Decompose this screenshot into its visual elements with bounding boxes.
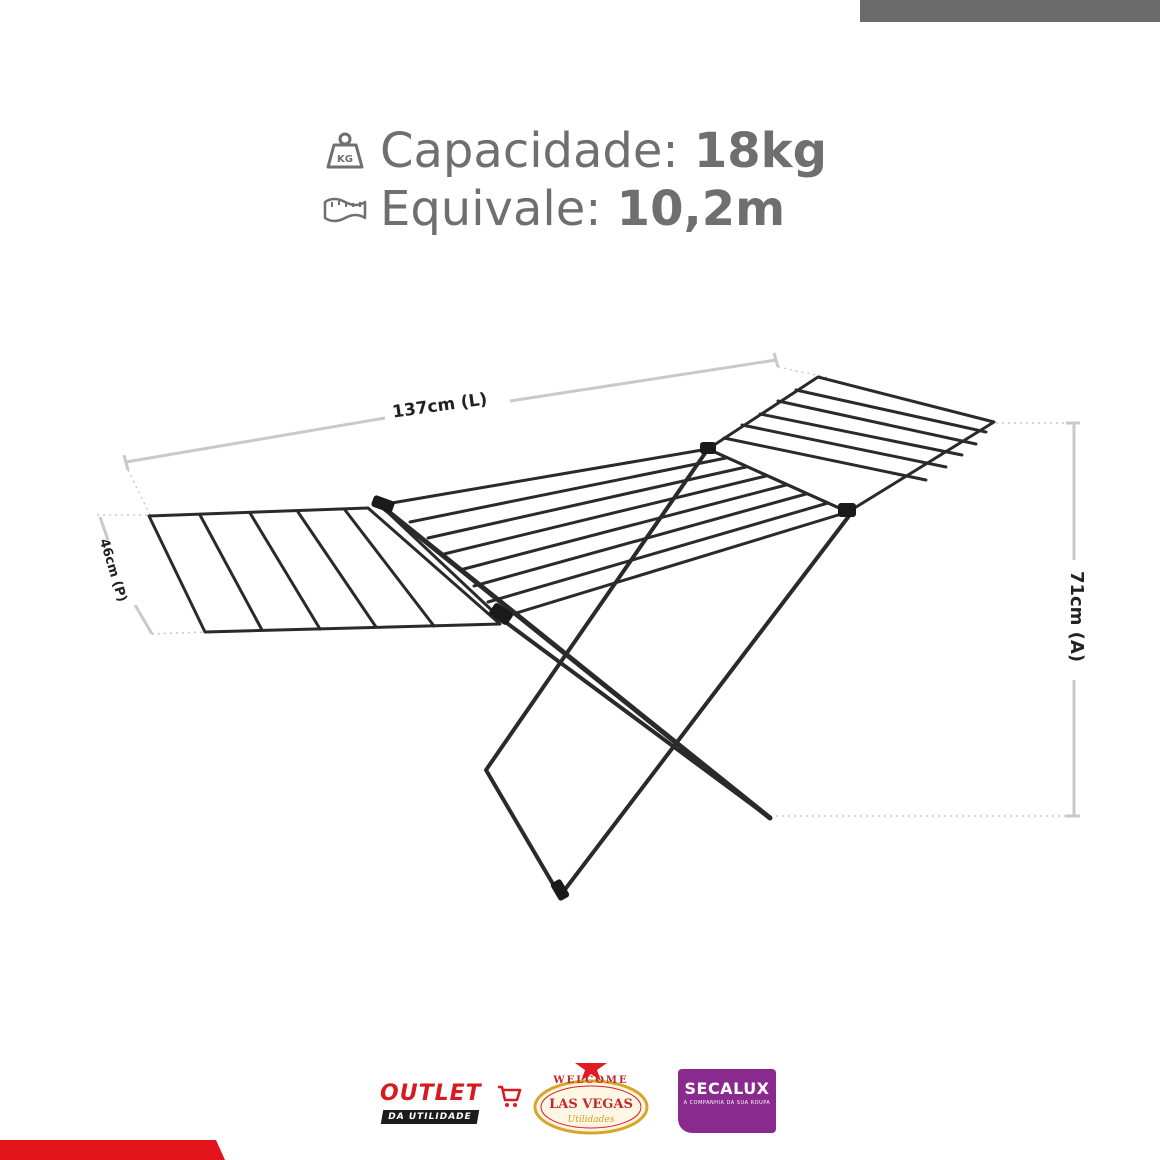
vegas-welcome-text: WELCOME: [553, 1075, 629, 1086]
vegas-sub-text: Utilidades: [567, 1115, 615, 1125]
height-dimension-label: 71cm (A): [1066, 570, 1088, 663]
capacity-label: Capacidade:: [380, 123, 694, 179]
dimension-lines: [97, 353, 1080, 816]
outlet-logo-sub: DA UTILIDADE: [381, 1110, 479, 1124]
equivalent-value: 10,2m: [616, 181, 786, 237]
rack-joints: [371, 442, 856, 902]
vegas-name-text: LAS VEGAS: [549, 1097, 633, 1112]
depth-dimension-label: 46cm (P): [95, 537, 130, 604]
outlet-logo: [380, 1081, 510, 1131]
las-vegas-logo: [532, 1045, 650, 1137]
equivalent-label: Equivale:: [380, 181, 617, 237]
secalux-logo: [678, 1069, 778, 1135]
bottom-corner-bar: [0, 1140, 225, 1160]
shopping-cart-icon: [496, 1083, 522, 1109]
secalux-logo-tagline: A COMPANHIA DA SUA ROUPA: [683, 1100, 771, 1106]
outlet-logo-name: OUTLET: [380, 1081, 482, 1106]
rack-frame: [149, 377, 994, 896]
secalux-logo-name: SECALUX: [684, 1079, 770, 1098]
width-dimension-label: 137cm (L): [391, 389, 489, 423]
svg-text:KG: KG: [337, 154, 353, 165]
capacity-value: 18kg: [693, 123, 827, 179]
brand-logos: [370, 1045, 790, 1140]
